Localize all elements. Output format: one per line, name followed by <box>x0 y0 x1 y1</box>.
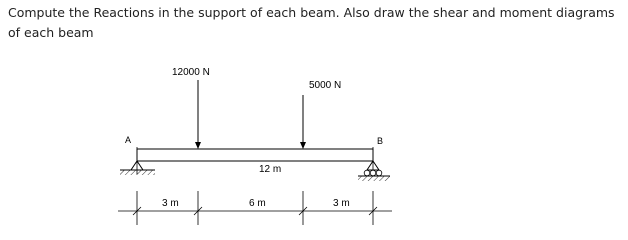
dimension-label-2: 6 m <box>249 198 266 209</box>
load-label-12000: 12000 N <box>172 67 210 78</box>
load-arrow-5000 <box>300 95 306 149</box>
dimension-label-1: 3 m <box>162 198 179 209</box>
span-label: 12 m <box>259 164 282 175</box>
load-arrow-12000 <box>195 80 201 149</box>
beam <box>137 149 373 161</box>
dimension-label-3: 3 m <box>333 198 350 209</box>
load-label-5000: 5000 N <box>309 80 342 91</box>
support-label-b: B <box>377 136 384 146</box>
problem-statement: Compute the Reactions in the support of each beam. Also draw the shear and moment diagrams of each beam <box>8 5 615 40</box>
support-label-a: A <box>125 135 132 145</box>
